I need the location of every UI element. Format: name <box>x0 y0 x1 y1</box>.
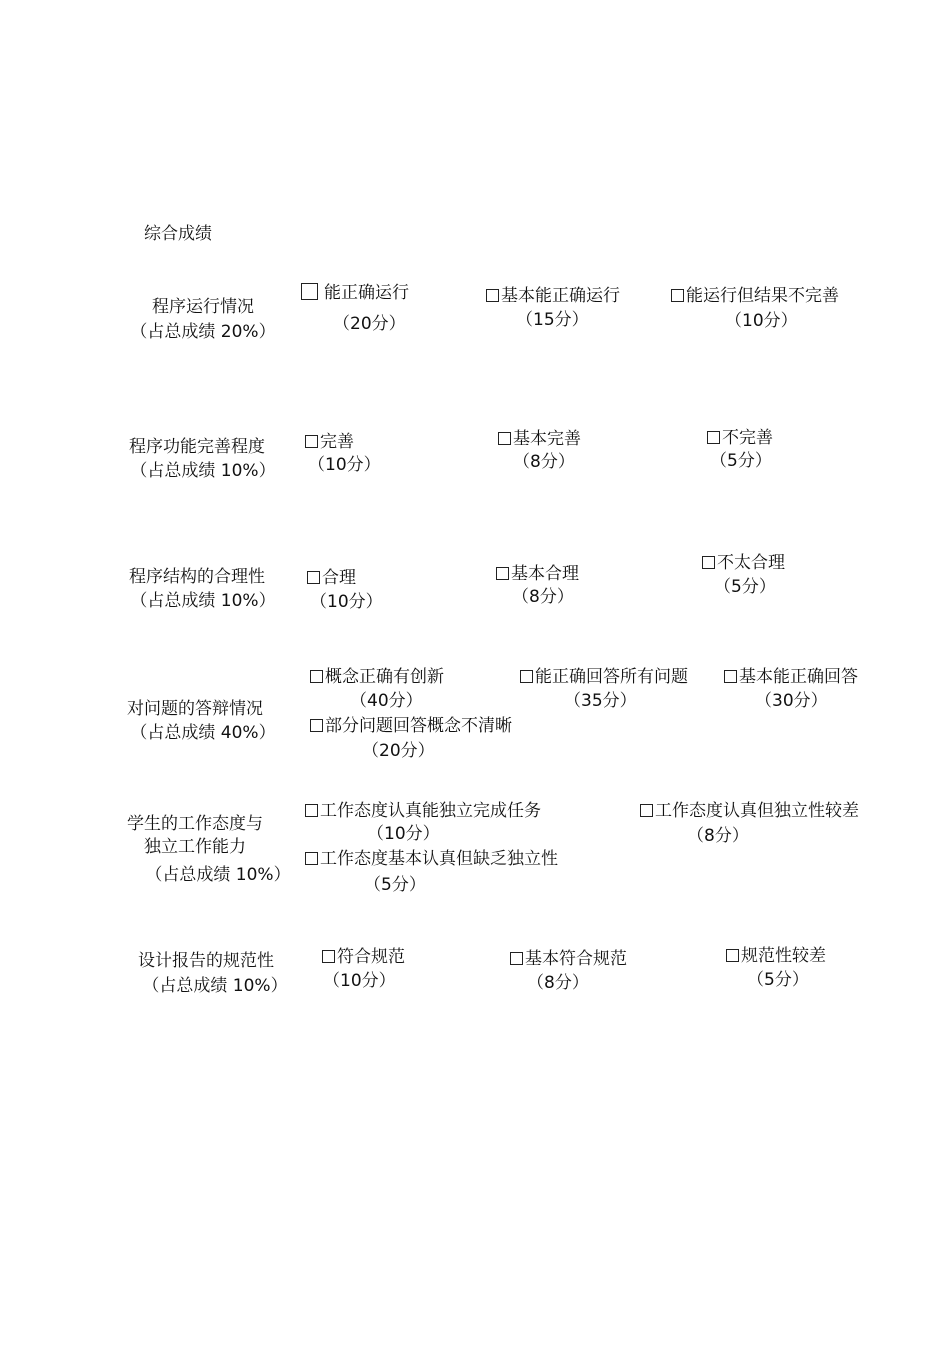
option-score: （10分） <box>367 824 440 844</box>
criterion-run-weight: （占总成绩 20%） <box>130 322 276 342</box>
option-attitude-independent[interactable] <box>305 800 541 822</box>
checkbox[interactable] <box>310 670 323 683</box>
criterion-function-weight: （占总成绩 10%） <box>130 461 276 481</box>
checkbox[interactable] <box>322 950 335 963</box>
option-score: （8分） <box>527 973 589 993</box>
option-structure-basic[interactable] <box>496 563 579 585</box>
option-score: （8分） <box>687 826 749 846</box>
option-score: （5分） <box>364 875 426 895</box>
criterion-function-name: 程序功能完善程度 <box>129 437 265 457</box>
criterion-defense-name: 对问题的答辩情况 <box>127 699 263 719</box>
criterion-structure-weight: （占总成绩 10%） <box>130 591 276 611</box>
option-function-complete[interactable] <box>305 431 354 453</box>
option-function-incomplete[interactable] <box>707 427 773 449</box>
option-label: 部分问题回答概念不清晰 <box>325 716 512 736</box>
option-structure-poor[interactable] <box>702 552 785 574</box>
criterion-attitude-weight: （占总成绩 10%） <box>145 865 291 885</box>
option-run-incomplete[interactable] <box>671 285 839 307</box>
criterion-defense-weight: （占总成绩 40%） <box>130 723 276 743</box>
option-function-basic[interactable] <box>498 428 581 450</box>
option-label: 基本能正确回答 <box>739 667 858 687</box>
option-label: 能正确运行 <box>324 283 409 303</box>
option-defense-unclear[interactable] <box>310 715 512 737</box>
option-score: （8分） <box>513 452 575 472</box>
option-report-poor[interactable] <box>726 945 826 967</box>
criterion-report-weight: （占总成绩 10%） <box>142 976 288 996</box>
page-title: 综合成绩 <box>144 224 212 244</box>
option-label: 基本符合规范 <box>525 949 627 969</box>
option-score: （20分） <box>362 741 435 761</box>
option-score: （10分） <box>310 592 383 612</box>
option-defense-innovative[interactable] <box>310 666 444 688</box>
option-label: 工作态度认真能独立完成任务 <box>320 801 541 821</box>
option-label: 不太合理 <box>717 553 785 573</box>
checkbox[interactable] <box>707 431 720 444</box>
option-defense-basic[interactable] <box>724 666 858 688</box>
checkbox[interactable] <box>305 435 318 448</box>
option-report-compliant[interactable] <box>322 946 405 968</box>
checkbox[interactable] <box>702 556 715 569</box>
option-label: 规范性较差 <box>741 946 826 966</box>
option-score: （30分） <box>755 691 828 711</box>
option-run-basic[interactable] <box>486 285 620 307</box>
option-score: （8分） <box>512 587 574 607</box>
option-score: （10分） <box>308 455 381 475</box>
option-label: 工作态度基本认真但缺乏独立性 <box>320 849 558 869</box>
option-score: （10分） <box>725 311 798 331</box>
option-score: （20分） <box>333 314 406 334</box>
option-label: 符合规范 <box>337 947 405 967</box>
checkbox[interactable] <box>724 670 737 683</box>
option-run-correct[interactable] <box>301 282 409 304</box>
checkbox[interactable] <box>726 949 739 962</box>
option-label: 能运行但结果不完善 <box>686 286 839 306</box>
option-label: 不完善 <box>722 428 773 448</box>
checkbox[interactable] <box>310 719 323 732</box>
option-label: 基本完善 <box>513 429 581 449</box>
option-score: （5分） <box>747 970 809 990</box>
option-attitude-low-independence[interactable] <box>640 800 859 822</box>
checkbox[interactable] <box>498 432 511 445</box>
option-label: 概念正确有创新 <box>325 667 444 687</box>
criterion-structure-name: 程序结构的合理性 <box>129 567 265 587</box>
option-score: （5分） <box>710 451 772 471</box>
option-label: 工作态度认真但独立性较差 <box>655 801 859 821</box>
checkbox[interactable] <box>486 289 499 302</box>
checkbox[interactable] <box>301 283 318 300</box>
criterion-run-name: 程序运行情况 <box>152 297 254 317</box>
criterion-attitude-name-line1: 学生的工作态度与 <box>127 814 263 834</box>
option-score: （5分） <box>714 577 776 597</box>
option-score: （35分） <box>564 691 637 711</box>
checkbox[interactable] <box>640 804 653 817</box>
option-label: 能正确回答所有问题 <box>535 667 688 687</box>
option-report-basic[interactable] <box>510 948 627 970</box>
criterion-attitude-name-line2: 独立工作能力 <box>144 837 246 857</box>
option-label: 基本能正确运行 <box>501 286 620 306</box>
checkbox[interactable] <box>520 670 533 683</box>
option-structure-reasonable[interactable] <box>307 567 356 589</box>
checkbox[interactable] <box>671 289 684 302</box>
option-score: （40分） <box>350 691 423 711</box>
option-label: 合理 <box>322 568 356 588</box>
option-score: （15分） <box>516 310 589 330</box>
checkbox[interactable] <box>305 852 318 865</box>
option-score: （10分） <box>323 971 396 991</box>
option-attitude-lacks-independence[interactable] <box>305 848 558 870</box>
checkbox[interactable] <box>496 567 509 580</box>
criterion-report-name: 设计报告的规范性 <box>138 951 274 971</box>
option-label: 基本合理 <box>511 564 579 584</box>
checkbox[interactable] <box>307 571 320 584</box>
checkbox[interactable] <box>305 804 318 817</box>
checkbox[interactable] <box>510 952 523 965</box>
option-label: 完善 <box>320 432 354 452</box>
option-defense-all-correct[interactable] <box>520 666 688 688</box>
